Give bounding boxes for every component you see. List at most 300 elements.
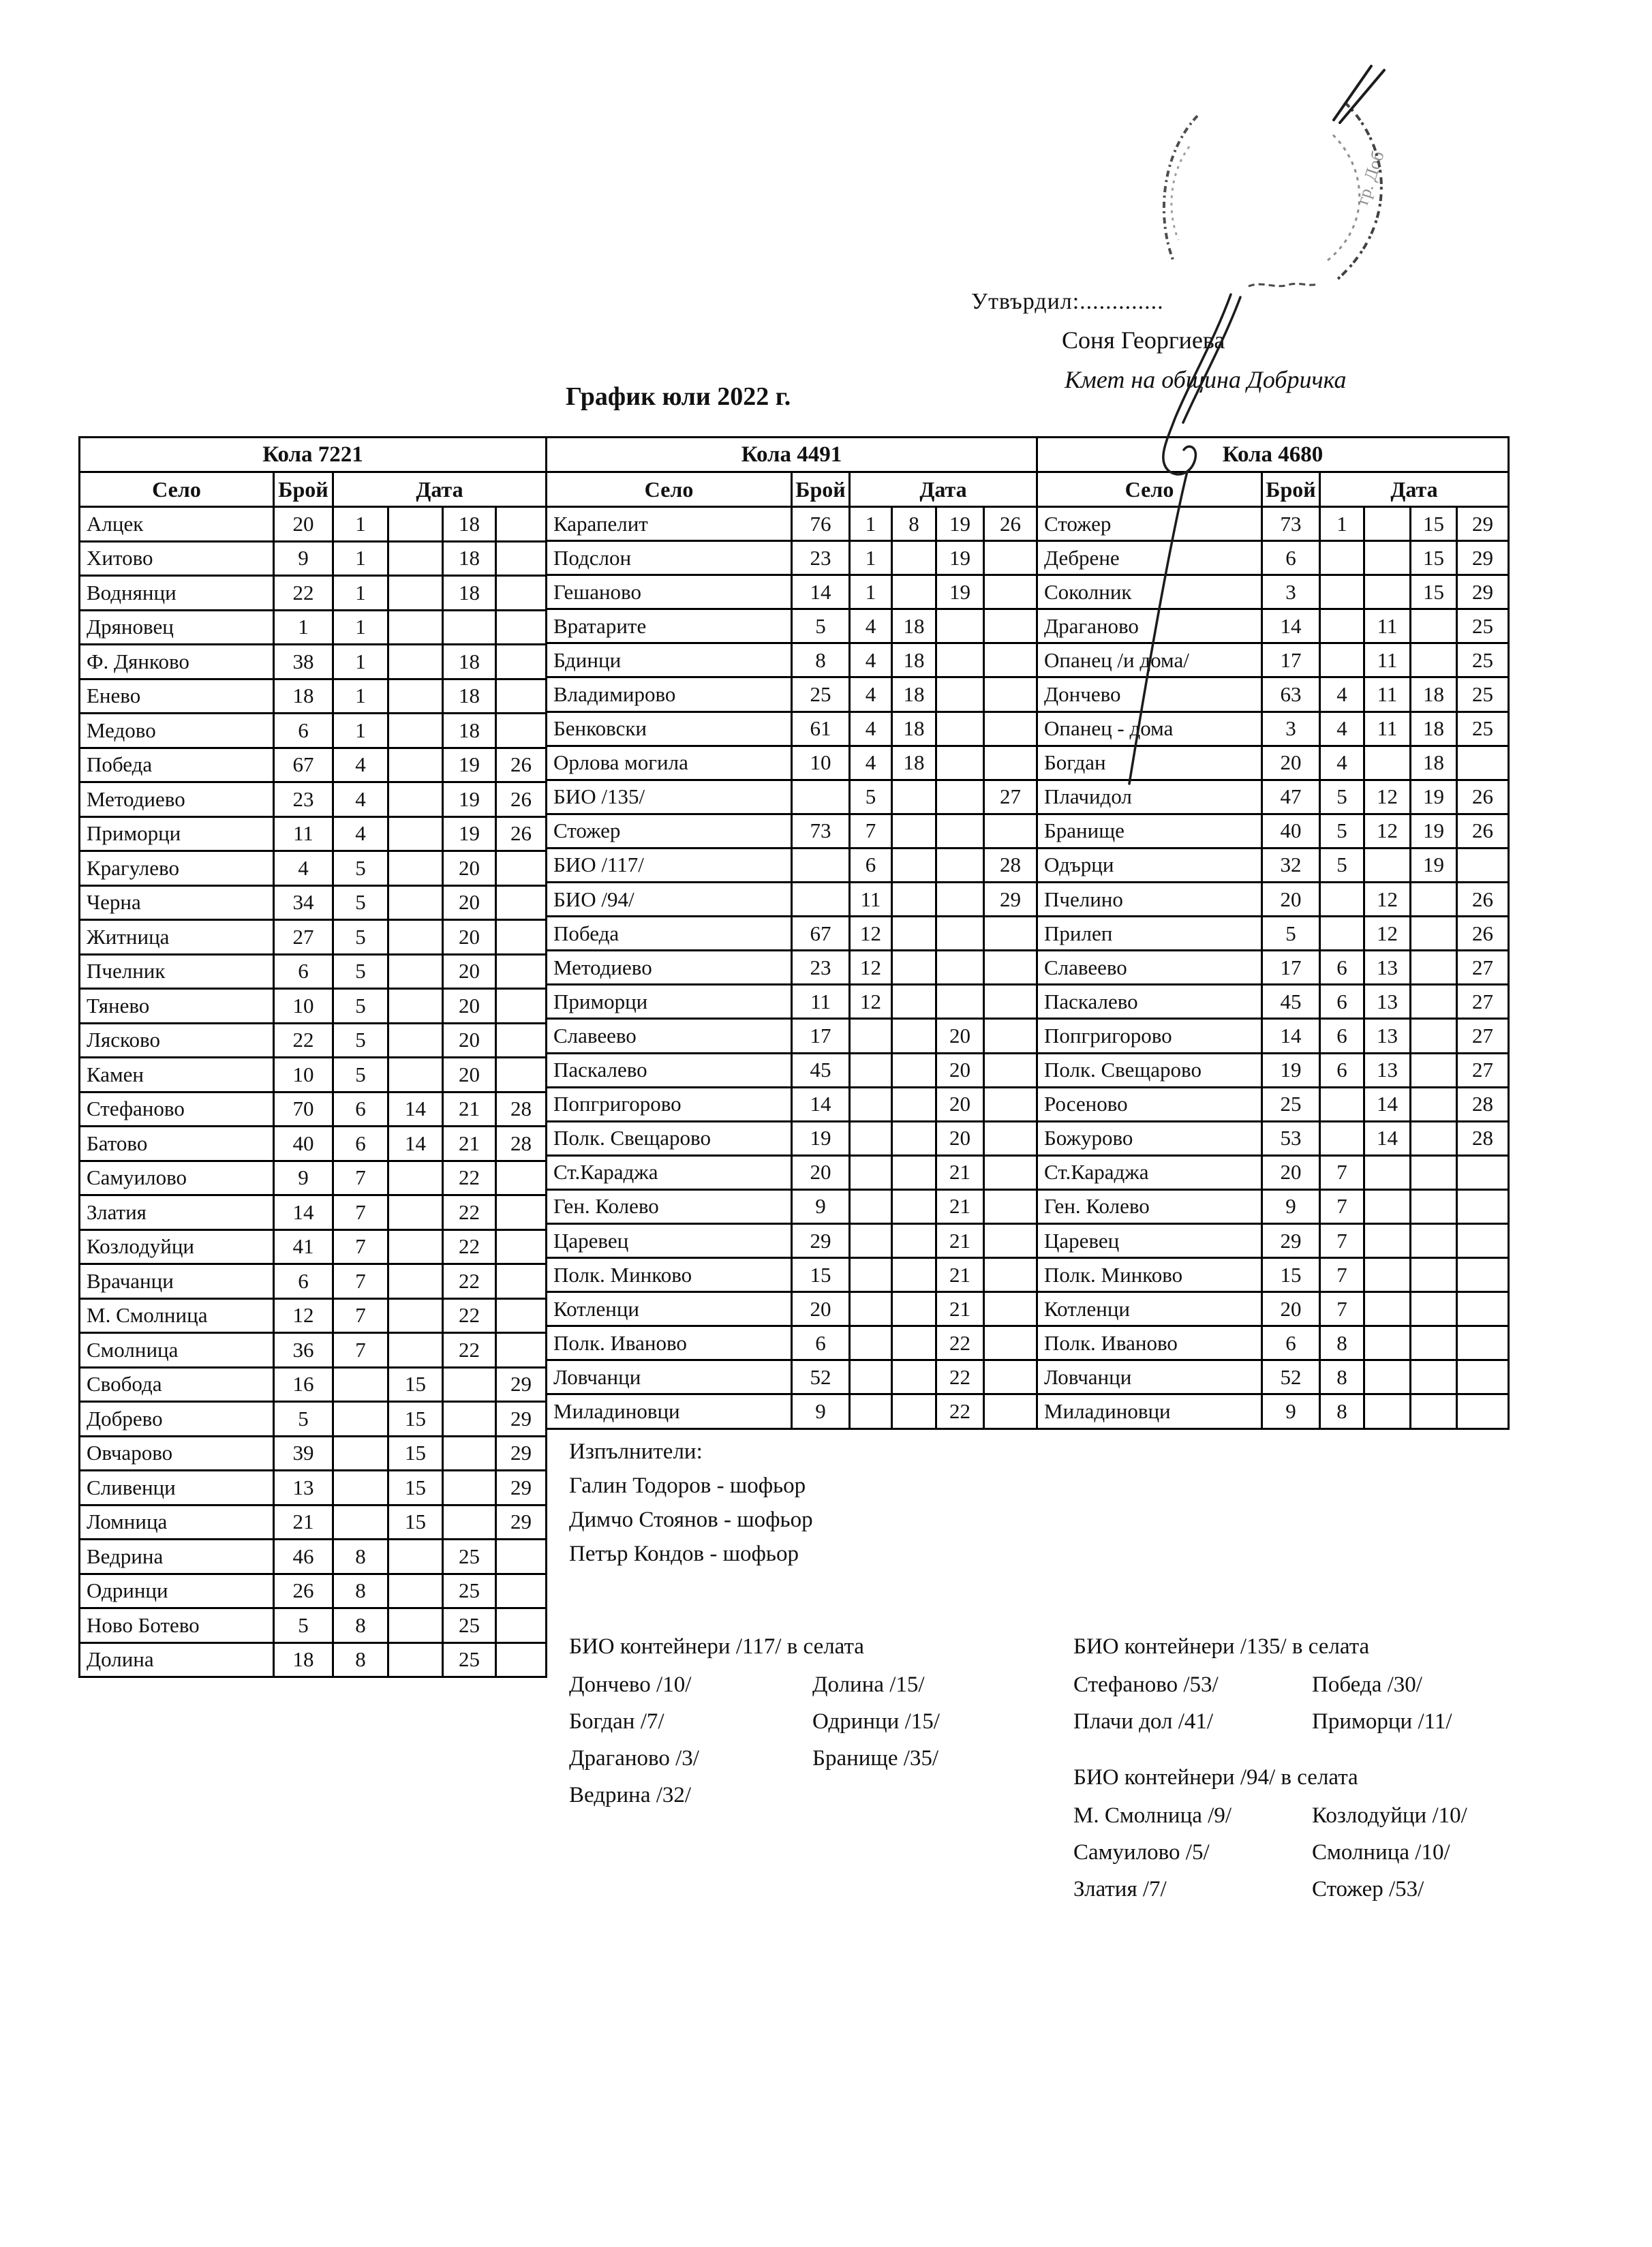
date-cell: 4	[333, 816, 388, 851]
table-row	[80, 507, 547, 542]
date-cell: 26	[1457, 917, 1509, 951]
pen-check-mark	[1334, 66, 1384, 123]
count-cell: 23	[792, 951, 850, 985]
date-cell	[936, 643, 984, 677]
village-cell: Алцек	[80, 507, 274, 542]
village-cell: БИО /117/	[547, 848, 792, 882]
date-cell	[936, 814, 984, 848]
count-cell: 45	[1262, 985, 1320, 1019]
table-row	[1037, 1258, 1509, 1292]
date-cell: 12	[1364, 917, 1411, 951]
car-header-row	[80, 438, 547, 472]
date-cell	[496, 885, 547, 920]
date-cell	[496, 1298, 547, 1333]
date-cell: 19	[1411, 780, 1457, 814]
count-cell: 9	[792, 1394, 850, 1428]
date-cell: 20	[936, 1019, 984, 1053]
village-cell: Самуилово	[80, 1161, 274, 1195]
date-cell: 27	[984, 780, 1037, 814]
date-cell: 12	[850, 917, 892, 951]
date-cell	[850, 1189, 892, 1223]
count-cell: 23	[792, 541, 850, 575]
bio-item: Стефаново /53/	[1073, 1672, 1219, 1697]
date-cell	[1411, 951, 1457, 985]
count-cell: 22	[274, 576, 333, 611]
executors-block	[569, 1435, 813, 1571]
date-cell: 28	[496, 1127, 547, 1161]
count-cell: 20	[792, 1155, 850, 1189]
count-cell: 32	[1262, 848, 1320, 882]
date-cell	[1411, 643, 1457, 677]
date-cell: 1	[333, 645, 388, 679]
village-cell: Ловчанци	[1037, 1360, 1262, 1394]
village-cell: Стожер	[547, 814, 792, 848]
table-row	[547, 814, 1037, 848]
date-cell: 19	[936, 507, 984, 541]
village-cell: Котленци	[547, 1292, 792, 1326]
table-row	[547, 575, 1037, 609]
date-header: Дата	[333, 472, 547, 507]
date-cell	[1320, 1087, 1364, 1121]
date-cell	[1457, 1189, 1509, 1223]
table-row	[1037, 814, 1509, 848]
count-cell: 12	[274, 1298, 333, 1333]
table-row	[1037, 1155, 1509, 1189]
date-cell	[1320, 609, 1364, 643]
table-row	[547, 1189, 1037, 1223]
table-row	[547, 1223, 1037, 1257]
date-cell: 7	[333, 1264, 388, 1299]
date-cell: 8	[333, 1574, 388, 1608]
date-cell	[388, 1540, 443, 1574]
table-row	[1037, 917, 1509, 951]
date-cell	[1411, 917, 1457, 951]
date-cell	[388, 1161, 443, 1195]
table-row	[547, 985, 1037, 1019]
village-cell: Ново Ботево	[80, 1608, 274, 1643]
date-cell	[1457, 1394, 1509, 1428]
date-cell: 19	[443, 748, 496, 782]
village-cell: Крагулево	[80, 851, 274, 886]
count-header: Брой	[1262, 472, 1320, 507]
date-cell: 15	[388, 1436, 443, 1471]
count-cell: 10	[274, 989, 333, 1024]
car-title: Кола 7221	[80, 438, 547, 472]
village-cell: Овчарово	[80, 1436, 274, 1471]
schedule-table-kola-7221	[78, 436, 547, 1678]
date-cell	[496, 1229, 547, 1264]
date-cell: 7	[333, 1195, 388, 1230]
date-cell	[1364, 1292, 1411, 1326]
date-cell	[1320, 1121, 1364, 1155]
date-cell	[984, 746, 1037, 780]
bio-item: Стожер /53/	[1312, 1877, 1424, 1901]
date-cell: 7	[1320, 1223, 1364, 1257]
date-cell	[1364, 1223, 1411, 1257]
village-cell: Приморци	[547, 985, 792, 1019]
count-cell: 25	[792, 677, 850, 712]
date-cell: 28	[1457, 1121, 1509, 1155]
village-cell: Бдинци	[547, 643, 792, 677]
date-cell	[892, 1223, 936, 1257]
date-cell: 26	[984, 507, 1037, 541]
table-row	[1037, 848, 1509, 882]
date-cell	[1457, 1326, 1509, 1360]
date-cell	[443, 1367, 496, 1402]
table-row	[80, 714, 547, 748]
count-cell: 3	[1262, 575, 1320, 609]
date-cell: 19	[1411, 848, 1457, 882]
date-cell	[936, 712, 984, 746]
village-cell: Хитово	[80, 541, 274, 576]
count-cell: 19	[792, 1121, 850, 1155]
date-cell	[1457, 848, 1509, 882]
village-cell: Полк. Минково	[547, 1258, 792, 1292]
bio-row	[1073, 1877, 1467, 1914]
date-cell: 29	[1457, 575, 1509, 609]
bio-item: Златия /7/	[1073, 1877, 1167, 1901]
village-cell: Тянево	[80, 989, 274, 1024]
count-cell: 34	[274, 885, 333, 920]
date-cell	[1411, 1019, 1457, 1053]
date-cell: 22	[936, 1394, 984, 1428]
table-row	[80, 989, 547, 1024]
date-cell: 8	[1320, 1360, 1364, 1394]
date-cell	[496, 989, 547, 1024]
count-cell: 6	[1262, 541, 1320, 575]
approver-name: Соня Георгиева	[1062, 326, 1225, 354]
table-row	[80, 885, 547, 920]
count-cell: 15	[792, 1258, 850, 1292]
date-cell	[496, 1058, 547, 1092]
date-cell	[388, 1023, 443, 1058]
date-cell	[1364, 848, 1411, 882]
count-cell: 17	[1262, 643, 1320, 677]
table-row	[80, 1023, 547, 1058]
table-row	[1037, 1189, 1509, 1223]
count-cell: 6	[274, 714, 333, 748]
table-row	[547, 883, 1037, 917]
date-cell	[496, 1540, 547, 1574]
count-cell	[792, 883, 850, 917]
bio-item: Плачи дол /41/	[1073, 1709, 1214, 1734]
date-cell: 15	[1411, 507, 1457, 541]
date-cell	[892, 1189, 936, 1223]
village-cell: Одърци	[1037, 848, 1262, 882]
date-cell: 18	[1411, 712, 1457, 746]
date-cell	[496, 645, 547, 679]
bio-row	[569, 1783, 940, 1820]
approved-label: Утвърдил:.............	[971, 289, 1164, 314]
date-cell	[496, 507, 547, 542]
village-header: Село	[1037, 472, 1262, 507]
village-cell: Опанец - дома	[1037, 712, 1262, 746]
date-cell: 25	[1457, 677, 1509, 712]
date-cell: 14	[1364, 1087, 1411, 1121]
date-cell	[1320, 541, 1364, 575]
village-cell: Полк. Иваново	[547, 1326, 792, 1360]
table-row	[80, 1333, 547, 1368]
date-cell: 12	[1364, 814, 1411, 848]
date-cell	[1411, 985, 1457, 1019]
village-cell: Бранище	[1037, 814, 1262, 848]
date-cell: 1	[333, 679, 388, 714]
table-row	[547, 609, 1037, 643]
date-cell: 6	[1320, 1019, 1364, 1053]
date-cell	[443, 1505, 496, 1540]
date-cell	[1320, 917, 1364, 951]
date-cell: 15	[388, 1402, 443, 1437]
column-header-row	[547, 472, 1037, 507]
village-cell: Бенковски	[547, 712, 792, 746]
date-cell: 22	[443, 1298, 496, 1333]
table-row	[547, 643, 1037, 677]
date-cell	[388, 645, 443, 679]
bio-item: Долина /15/	[812, 1672, 925, 1697]
date-cell	[892, 848, 936, 882]
date-cell: 1	[1320, 507, 1364, 541]
date-cell	[892, 1053, 936, 1087]
date-cell	[1364, 1326, 1411, 1360]
table-row	[1037, 1394, 1509, 1428]
date-cell: 29	[984, 883, 1037, 917]
count-cell: 21	[274, 1505, 333, 1540]
count-cell: 20	[1262, 746, 1320, 780]
date-cell: 5	[333, 1023, 388, 1058]
village-cell: Росеново	[1037, 1087, 1262, 1121]
village-cell: Полк. Свещарово	[547, 1121, 792, 1155]
date-cell: 13	[1364, 1053, 1411, 1087]
bio-item: Драганово /3/	[569, 1746, 699, 1771]
village-cell: Стожер	[1037, 507, 1262, 541]
bio-item: Победа /30/	[1312, 1672, 1422, 1697]
date-cell: 5	[333, 1058, 388, 1092]
date-cell	[1411, 1087, 1457, 1121]
bio-item: Одринци /15/	[812, 1709, 940, 1734]
date-cell: 5	[333, 954, 388, 989]
village-cell: Паскалево	[1037, 985, 1262, 1019]
table-row	[80, 1367, 547, 1402]
date-cell: 1	[333, 507, 388, 542]
table-row	[547, 1019, 1037, 1053]
date-cell	[496, 1574, 547, 1608]
count-cell: 53	[1262, 1121, 1320, 1155]
date-cell	[892, 1360, 936, 1394]
date-cell: 20	[936, 1121, 984, 1155]
date-cell: 15	[388, 1367, 443, 1402]
date-cell: 19	[443, 816, 496, 851]
date-cell: 4	[1320, 712, 1364, 746]
date-cell	[388, 1264, 443, 1299]
executor-item: Петър Кондов - шофьор	[569, 1542, 799, 1566]
date-cell: 21	[936, 1189, 984, 1223]
date-cell: 21	[936, 1258, 984, 1292]
date-cell: 13	[1364, 951, 1411, 985]
count-cell: 73	[1262, 507, 1320, 541]
village-cell: Царевец	[547, 1223, 792, 1257]
date-cell	[936, 609, 984, 643]
car-header-row	[1037, 438, 1509, 472]
date-cell: 13	[1364, 1019, 1411, 1053]
village-cell: Попгригорово	[547, 1087, 792, 1121]
table-row	[1037, 1087, 1509, 1121]
date-cell: 20	[443, 885, 496, 920]
table-row	[1037, 1360, 1509, 1394]
car-header-row	[547, 438, 1037, 472]
date-cell: 29	[1457, 507, 1509, 541]
column-header-row	[80, 472, 547, 507]
bio-section-135	[1073, 1634, 1452, 1746]
table-row	[80, 1229, 547, 1264]
village-cell: Полк. Свещарово	[1037, 1053, 1262, 1087]
date-cell	[388, 920, 443, 955]
count-cell: 20	[274, 507, 333, 542]
count-cell: 76	[792, 507, 850, 541]
date-cell: 4	[1320, 746, 1364, 780]
date-cell: 18	[443, 714, 496, 748]
date-header: Дата	[1320, 472, 1509, 507]
table-row	[547, 1053, 1037, 1087]
date-cell	[1457, 1223, 1509, 1257]
date-cell: 7	[1320, 1189, 1364, 1223]
date-cell	[496, 1161, 547, 1195]
date-cell	[1411, 1155, 1457, 1189]
date-cell: 1	[850, 507, 892, 541]
count-cell: 20	[1262, 1292, 1320, 1326]
count-cell: 14	[1262, 609, 1320, 643]
table-row	[80, 1505, 547, 1540]
date-cell	[984, 1258, 1037, 1292]
date-cell	[892, 1292, 936, 1326]
date-cell: 5	[333, 851, 388, 886]
bio-item: Смолница /10/	[1312, 1840, 1450, 1865]
village-cell: Дебрене	[1037, 541, 1262, 575]
date-cell: 7	[333, 1333, 388, 1368]
table-row	[547, 746, 1037, 780]
bio-section-117	[569, 1634, 940, 1820]
date-cell: 1	[850, 541, 892, 575]
count-cell: 40	[274, 1127, 333, 1161]
date-cell	[850, 1394, 892, 1428]
table-row	[80, 748, 547, 782]
date-cell	[850, 1326, 892, 1360]
date-cell	[388, 1333, 443, 1368]
date-cell	[388, 1298, 443, 1333]
date-cell: 20	[936, 1087, 984, 1121]
table-row	[547, 1360, 1037, 1394]
table-row	[80, 954, 547, 989]
date-cell: 5	[1320, 780, 1364, 814]
date-cell: 8	[892, 507, 936, 541]
count-cell: 17	[1262, 951, 1320, 985]
count-cell: 73	[792, 814, 850, 848]
date-cell: 14	[388, 1092, 443, 1127]
date-cell	[984, 1019, 1037, 1053]
village-cell: Дончево	[1037, 677, 1262, 712]
village-cell: Врачанци	[80, 1264, 274, 1299]
date-cell: 8	[1320, 1394, 1364, 1428]
table-row	[80, 1608, 547, 1643]
count-cell: 41	[274, 1229, 333, 1264]
count-header: Брой	[274, 472, 333, 507]
date-cell	[388, 679, 443, 714]
date-cell	[892, 1087, 936, 1121]
table-row	[80, 1264, 547, 1299]
table-row	[80, 1195, 547, 1230]
table-row	[80, 1642, 547, 1677]
date-cell	[1411, 1360, 1457, 1394]
date-cell	[496, 1608, 547, 1643]
date-cell	[984, 1053, 1037, 1087]
date-cell	[496, 1333, 547, 1368]
village-cell: Опанец /и дома/	[1037, 643, 1262, 677]
village-header: Село	[547, 472, 792, 507]
count-cell: 29	[1262, 1223, 1320, 1257]
date-cell	[984, 1223, 1037, 1257]
date-cell	[850, 1121, 892, 1155]
table-row	[547, 1326, 1037, 1360]
date-cell	[443, 1471, 496, 1505]
date-cell	[850, 1087, 892, 1121]
date-cell: 8	[1320, 1326, 1364, 1360]
table-row	[80, 1540, 547, 1574]
village-cell: Ген. Колево	[1037, 1189, 1262, 1223]
date-cell: 27	[1457, 1053, 1509, 1087]
date-cell: 18	[443, 645, 496, 679]
village-cell: Смолница	[80, 1333, 274, 1368]
date-cell	[1457, 1258, 1509, 1292]
date-cell	[892, 1121, 936, 1155]
date-cell	[892, 1326, 936, 1360]
table-row	[80, 1092, 547, 1127]
table-row	[547, 917, 1037, 951]
village-cell: Долина	[80, 1642, 274, 1677]
date-cell: 21	[443, 1127, 496, 1161]
date-cell	[984, 814, 1037, 848]
date-cell: 20	[936, 1053, 984, 1087]
village-cell: Козлодуйци	[80, 1229, 274, 1264]
village-cell: Полк. Иваново	[1037, 1326, 1262, 1360]
village-cell: Пчелник	[80, 954, 274, 989]
count-cell: 45	[792, 1053, 850, 1087]
count-cell: 9	[792, 1189, 850, 1223]
village-cell: Ф. Дянково	[80, 645, 274, 679]
village-cell: Владимирово	[547, 677, 792, 712]
table-row	[1037, 746, 1509, 780]
village-header: Село	[80, 472, 274, 507]
count-cell: 3	[1262, 712, 1320, 746]
date-cell	[1457, 1360, 1509, 1394]
date-cell	[496, 679, 547, 714]
date-cell	[936, 848, 984, 882]
date-cell: 28	[984, 848, 1037, 882]
count-cell: 52	[1262, 1360, 1320, 1394]
village-cell: Плачидол	[1037, 780, 1262, 814]
date-cell	[496, 851, 547, 886]
date-cell	[1411, 1189, 1457, 1223]
village-cell: Царевец	[1037, 1223, 1262, 1257]
table-row	[1037, 780, 1509, 814]
date-cell	[850, 1223, 892, 1257]
date-cell: 4	[333, 782, 388, 817]
date-cell	[850, 1292, 892, 1326]
count-cell: 38	[274, 645, 333, 679]
count-cell: 5	[274, 1608, 333, 1643]
table-row	[1037, 575, 1509, 609]
count-cell: 9	[1262, 1394, 1320, 1428]
date-cell: 14	[1364, 1121, 1411, 1155]
count-cell: 20	[1262, 1155, 1320, 1189]
